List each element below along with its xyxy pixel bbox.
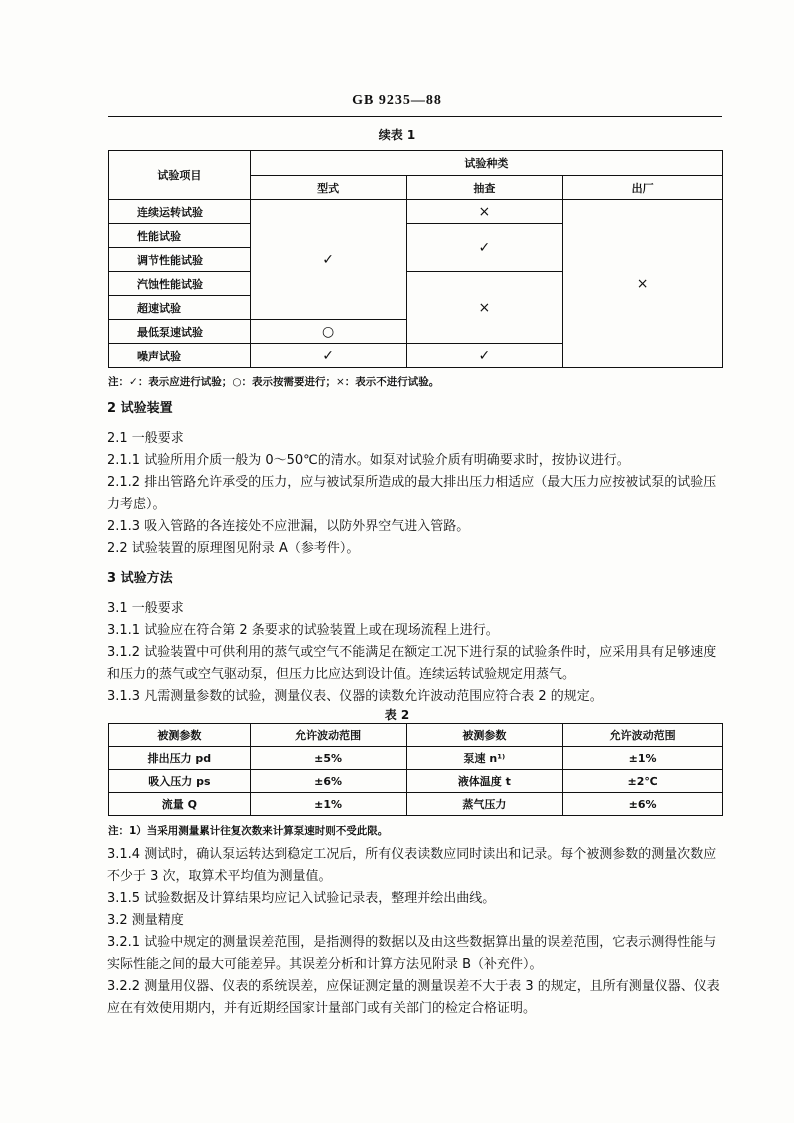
table2-header: 允许波动范围 [563,724,723,747]
table2-cell: 蒸气压力 [406,793,563,816]
table2-cell: ±1% [563,747,723,770]
page-header: GB 9235—88 [352,93,442,108]
section-2-heading: 2 试验装置 [107,401,173,416]
clause-2-1-3: 2.1.3 吸入管路的各连接处不应泄漏，以防外界空气进入管路。 [107,519,470,534]
table1-row-label: 最低泵速试验 [109,320,251,344]
clause-3-1-3: 3.1.3 凡需测量参数的试验，测量仪表、仪器的读数允许波动范围应符合表 2 的规定。 [107,689,603,704]
table2-cell: ±1% [250,793,406,816]
table2-cell: ±6% [250,770,406,793]
cross-icon: × [335,376,345,388]
clause-3-1: 3.1 一般要求 [107,601,184,616]
cross-mark: × [406,272,563,344]
table2-cell: 流量 Q [109,793,251,816]
note-circle-text: ：表示按需要进行； [241,376,336,388]
table2-cell: 排出压力 pd [109,747,251,770]
header-rule [108,116,722,117]
table1-note [108,374,439,389]
note-check-text: ：表示应进行试验； [137,376,233,388]
clause-2-2: 2.2 试验装置的原理图见附录 A（参考件）。 [107,541,360,556]
clause-2-1: 2.1 一般要求 [107,431,184,446]
clause-3-2-2: 3.2.2 测量用仪器、仪表的系统误差，应保证测定量的测量误差不大于表 3 的规定，且所有测量仪器、仪表应在有效使用期内，并有近期经国家计量部门或有关部门的检定合格证明。 [107,979,720,1016]
note-prefix: 注： [108,376,129,388]
cross-mark: × [563,200,723,368]
circle-mark: ○ [250,320,406,344]
table2-note: 注：1）当采用测量累计往复次数来计算泵速时则不受此限。 [108,825,389,837]
check-mark: ✓ [250,200,406,320]
clause-2-1-2: 2.1.2 排出管路允许承受的压力，应与被试泵所造成的最大排出压力相适应（最大压力应按被试泵的试验压力考虑）。 [107,475,717,512]
table2-title: 表 2 [384,708,410,722]
table2-cell: ±6% [563,793,723,816]
check-mark: ✓ [250,344,406,368]
cross-mark: × [406,200,563,224]
clause-2-1-1: 2.1.1 试验所用介质一般为 0～50℃的清水。如泵对试验介质有明确要求时，按协议进行。 [107,453,630,468]
table1-row-label: 噪声试验 [109,344,251,368]
table1-col-item: 试验项目 [109,151,251,200]
table2-cell: ±2℃ [563,770,723,793]
table1-col-factory: 出厂 [563,176,723,200]
table2-header: 被测参数 [406,724,563,747]
table1-row-label: 连续运转试验 [109,200,251,224]
circle-icon: ○ [232,376,242,388]
table2-cell: 泵速 n¹⁾ [406,747,563,770]
check-mark: ✓ [406,344,563,368]
table1-row-label: 超速试验 [109,296,251,320]
table1 [108,150,723,368]
clause-3-1-1: 3.1.1 试验应在符合第 2 条要求的试验装置上或在现场流程上进行。 [107,623,499,638]
table2 [108,723,723,816]
clause-3-1-5: 3.1.5 试验数据及计算结果均应记入试验记录表，整理并绘出曲线。 [107,891,496,906]
table2-cell: ±5% [250,747,406,770]
clause-3-2: 3.2 测量精度 [107,913,184,928]
table2-cell: 吸入压力 ps [109,770,251,793]
table2-header: 允许波动范围 [250,724,406,747]
table1-row-label: 性能试验 [109,224,251,248]
note-cross-text: ：表示不进行试验。 [344,376,440,388]
clause-3-1-2: 3.1.2 试验装置中可供利用的蒸气或空气不能满足在额定工况下进行泵的试验条件时，应采用具有足够速度和压力的蒸气或空气驱动泵，但压力比应达到设计值。连续运转试验规定用蒸气。 [107,645,717,682]
section-3-heading: 3 试验方法 [107,571,173,586]
check-icon: ✓ [129,376,138,388]
table1-title: 续表 1 [378,128,416,142]
table1-col-type: 型式 [250,176,406,200]
check-mark: ✓ [406,224,563,272]
table2-cell: 液体温度 t [406,770,563,793]
table2-header: 被测参数 [109,724,251,747]
clause-3-2-1: 3.2.1 试验中规定的测量误差范围，是指测得的数据以及由这些数据算出量的误差范围，它表示测得性能与实际性能之间的最大可能差异。其误差分析和计算方法见附录 B（补充件）。 [107,935,717,972]
clause-3-1-4: 3.1.4 测试时，确认泵运转达到稳定工况后，所有仪表读数应同时读出和记录。每个被测参数的测量次数应不少于 3 次，取算术平均值为测量值。 [107,847,717,884]
table1-col-sample: 抽查 [406,176,563,200]
table1-row-label: 调节性能试验 [109,248,251,272]
table1-col-kind: 试验种类 [250,151,722,176]
table1-row-label: 汽蚀性能试验 [109,272,251,296]
